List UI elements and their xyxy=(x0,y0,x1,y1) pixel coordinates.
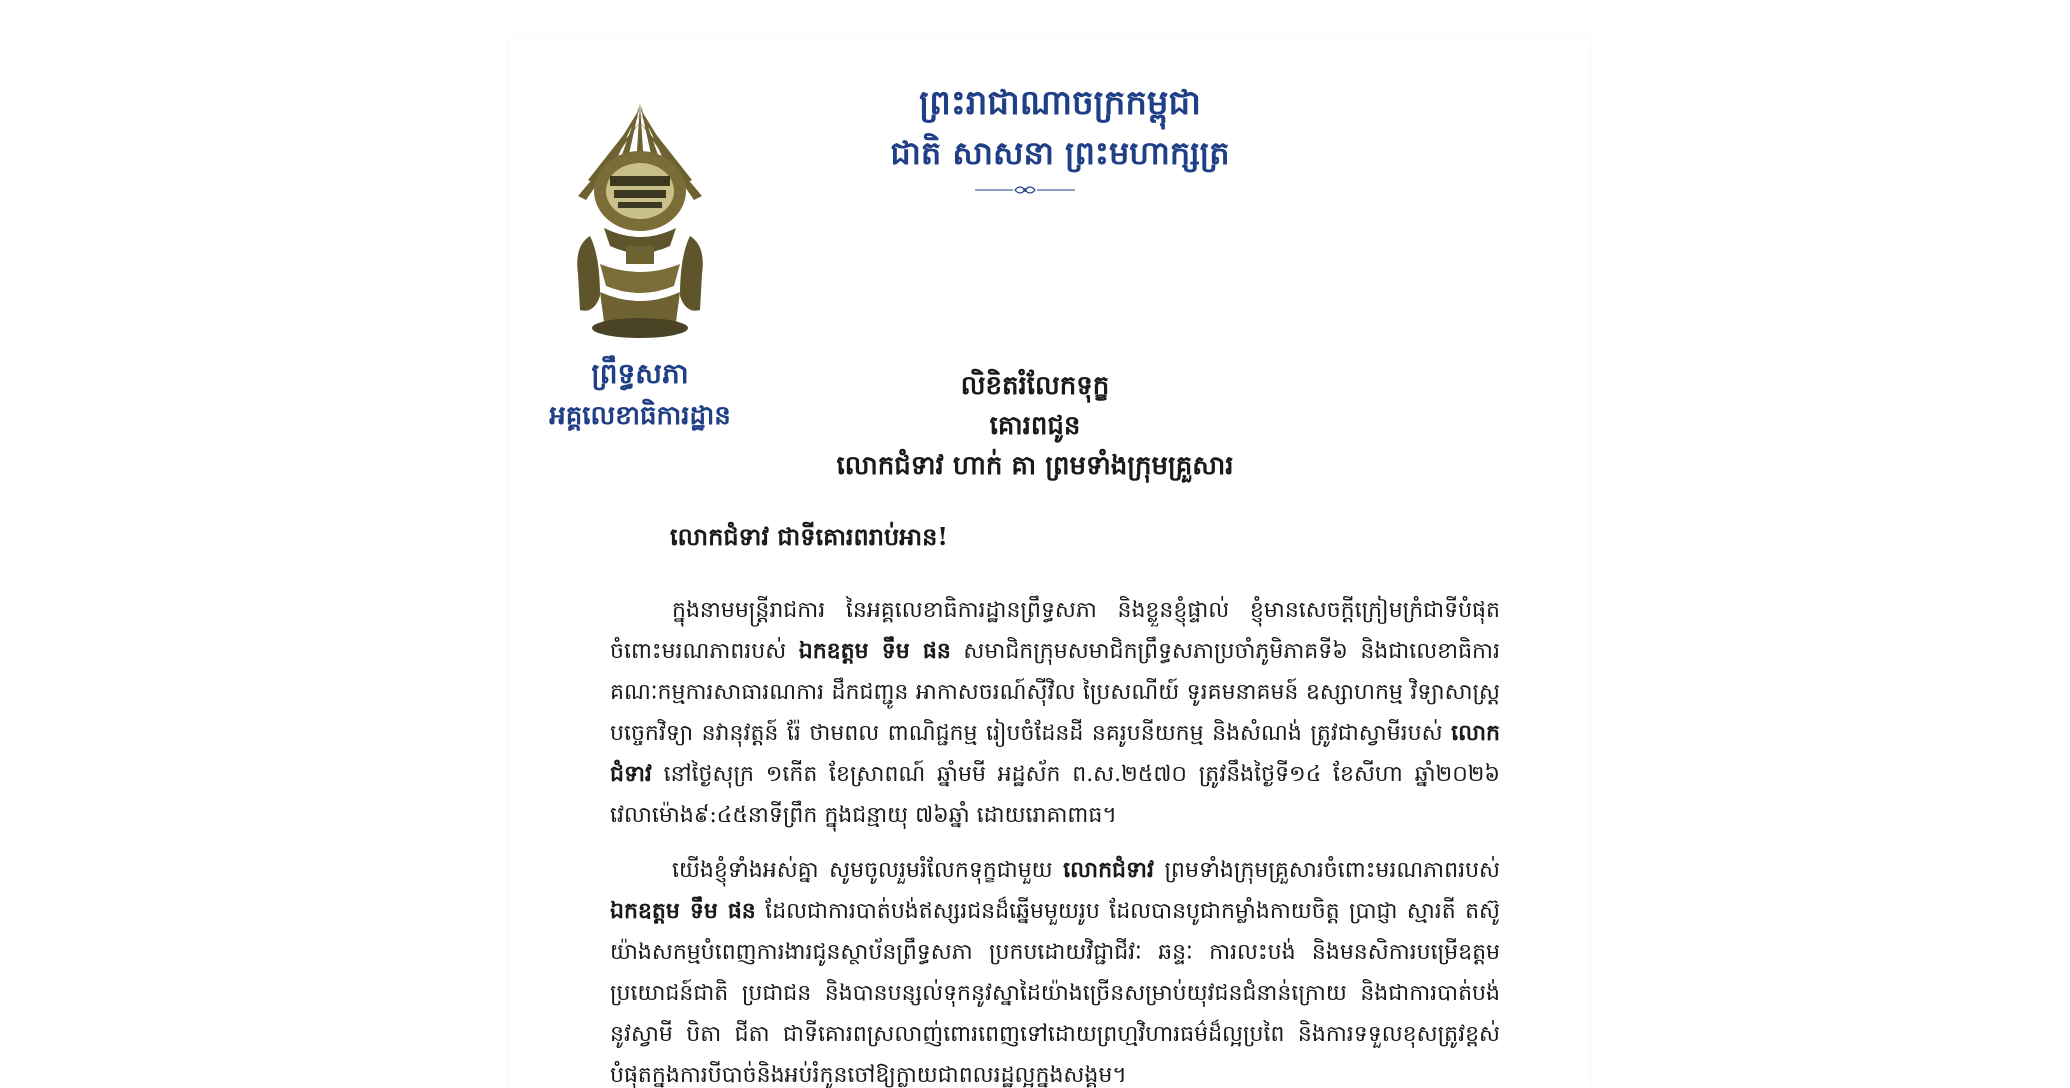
paragraph-1-text-c: នៅថ្ងៃសុក្រ ១កើត ខែស្រាពណ៍ ឆ្នាំមមី អដ្ឋស័ក ព.ស.២៥៧០ ត្រូវនឹងថ្ងៃទី១៤ ខែសីហា ឆ្នាំ២០២៦ វេលាម៉ោង៩:៤៥នាទីព្រឹក ក្នុងជន្មាយុ ៧៦ឆ្នាំ ដោយរោគាពាធ។ xyxy=(610,762,1500,828)
salutation: លោកជំទាវ ជាទីគោរពរាប់អាន! xyxy=(670,522,948,551)
letter-page xyxy=(510,38,1590,1088)
title-line-3: លោកជំទាវ ហាក់ គា ព្រមទាំងក្រុមគ្រួសារ xyxy=(836,451,1234,481)
kingdom-name: ព្រះរាជាណាចក្រកម្ពុជា xyxy=(919,83,1201,123)
body-paragraph-1 xyxy=(610,590,1500,836)
organization-name: ព្រឹទ្ធសភា xyxy=(591,357,689,390)
national-motto: ជាតិ សាសនា ព្រះមហាក្សត្រ xyxy=(890,134,1230,172)
title-line-2: គោរពជូន xyxy=(989,411,1081,441)
body-paragraph-2 xyxy=(610,850,1500,1088)
senate-emblem-icon xyxy=(570,96,710,346)
paragraph-2-bold-title: លោកជំទាវ xyxy=(1063,857,1154,883)
paragraph-2-text-a: យើងខ្ញុំទាំងអស់គ្នា សូមចូលរួមរំលែកទុក្ខជាមួយ xyxy=(672,858,1064,883)
title-line-1: លិខិតរំលែកទុក្ខ xyxy=(960,371,1110,401)
paragraph-2-text-b: ព្រមទាំងក្រុមគ្រួសារចំពោះមរណភាពរបស់ xyxy=(1153,858,1500,883)
ornament-divider-icon xyxy=(975,183,1075,197)
letter-title xyxy=(700,366,1370,486)
paragraph-2-text-c: ដែលជាការបាត់បង់ឥស្សរជនដ៏ឆ្នើមមួយរូប ដែលបានបូជាកម្លាំងកាយចិត្ត ប្រាជ្ញា ស្មារតី តស៊ូយ៉ាងសកម្មបំពេញការងារជូនស្ថាប័នព្រឹទ្ធសភា ប្រកបដោយវិជ្ជាជីវៈ ឆន្ទៈ ការលះបង់ និងមនសិការបម្រើឧត្តមប្រយោជន៍ជាតិ ប្រជាជន និងបានបន្សល់ទុកនូវស្នាដៃយ៉ាងច្រើនសម្រាប់យុវជនជំនាន់ក្រោយ និងជាការបាត់បង់នូវស្វាមី បិតា ជីតា ជាទីគោរពស្រលាញ់ពោរពេញទៅដោយព្រហ្មវិហារធម៌ដ៏ល្អប្រពៃ និងការទទួលខុសត្រូវខ្ពស់បំផុតក្នុងការបីបាច់និងអប់រំកូនចៅឱ្យក្លាយជាពលរដ្ឋល្អក្នុងសង្គម។ xyxy=(610,899,1500,1088)
paragraph-1-bold-name: ឯកឧត្តម ទឹម ផន xyxy=(798,638,951,664)
paragraph-1-text-a: ក្នុងនាមមន្រ្តីរាជការ នៃអគ្គលេខាធិការដ្ឋានព្រឹទ្ធសភា និងខ្លួនខ្ញុំផ្ទាល់ ខ្ញុំមានសេចក្តីក្រៀមក្រំជាទីបំផុតចំពោះមរណភាពរបស់ xyxy=(610,598,1500,664)
organization-department: អគ្គលេខាធិការដ្ឋាន xyxy=(549,401,731,431)
paragraph-1-text-b: សមាជិកក្រុមសមាជិកព្រឹទ្ធសភាប្រចាំភូមិភាគទី៦ និងជាលេខាធិការគណៈកម្មការសាធារណការ ដឹកជញ្ជូន អាកាសចរណ៍ស៊ីវិល ប្រៃសណីយ៍ ទូរគមនាគមន៍ ឧស្សាហកម្ម វិទ្យាសាស្រ្ត បច្ចេកវិទ្យា នវានុវត្តន៍ រ៉ែ ថាមពល ពាណិជ្ជកម្ម រៀបចំដែនដី នគរូបនីយកម្ម និងសំណង់ ត្រូវជាស្វាមីរបស់ xyxy=(610,639,1500,746)
paragraph-2-bold-name: ឯកឧត្តម ទឹម ផន xyxy=(610,898,756,924)
paragraph-1-bold-title: លោកជំទាវ xyxy=(610,720,1500,787)
kingdom-header xyxy=(740,78,1380,178)
